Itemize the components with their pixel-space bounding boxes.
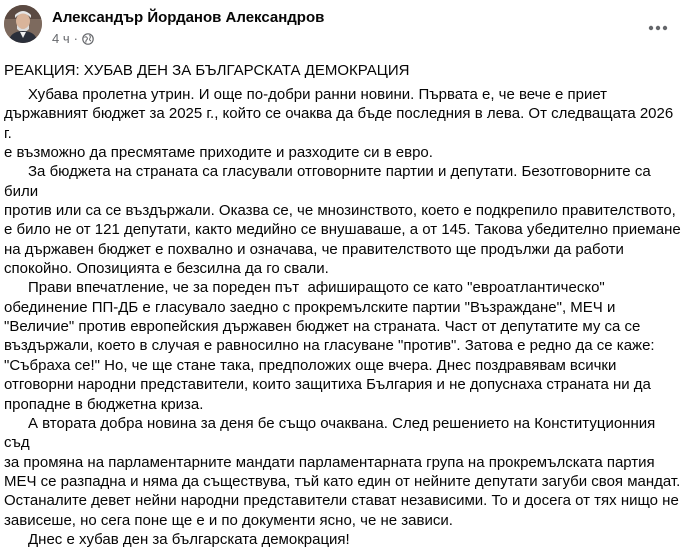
paragraph: А втората добра новина за деня бе също очаквана. След решението на Конституционния съд за промяна на парламентарните мандати парламентарната група на прокремълската партия МЕЧ се разпадна и няма да съществува, тъй като един от нейните депутати загуби своя мандат. Останалите девет нейни народни представители стават независими. То и досега от тях нищо не зависеше, но сега поне ще е и по документи ясно, че не зависи.: [4, 414, 681, 529]
post-meta: 4 ч ·: [52, 31, 94, 46]
paragraph: Хубава пролетна утрин. И още по-добри ранни новини. Първата е, че вече е приет държавният бюджет за 2025 г., който се очаква да бъде последния в лева. От следващата 2026 г. е възможно да пресмятаме приходите и разходите си в евро.: [4, 86, 674, 162]
post-header: [0, 0, 685, 56]
paragraph: Днес е хубав ден за българската демокрация!: [28, 530, 350, 548]
author-name[interactable]: Александър Йорданов Александров: [52, 9, 325, 26]
more-options-icon: [648, 25, 668, 31]
avatar-photo: [4, 5, 42, 43]
more-options-button[interactable]: [640, 10, 676, 46]
globe-icon[interactable]: [82, 33, 94, 45]
post-time[interactable]: 4 ч: [52, 31, 70, 46]
paragraph: Прави впечатление, че за пореден път афиширащото се като "евроатлантическо" обединение ПП-ДБ е гласувало заедно с прокремълските партии "Възраждане", МЕЧ и "Величие" против европейския държавен бюджет на страната. Част от депутатите му са се въздържали, което в случая е равносилно на гласуване "против". Затова е редно да се каже: "Събраха се!" Но, че ще стане така, предположих още вчера. Днес поздравявам всички отговорни народни представители, които защитиха България и не допуснаха страната ни да пропадне в бюджетна криза.: [4, 279, 655, 413]
post-body: [4, 85, 684, 549]
paragraph: За бюджета на страната са гласували отговорните партии и депутати. Безотговорните са били против или са се въздържали. Оказва се, че мнозинството, което е подкрепило правителството, е било не от 121 депутати, както медийно се внушаваше, а от 145. Такова убедително приемане на държавен бюджет е похвално и означава, че правителството ще продължи да работи спокойно. Опозицията е безсилна да го свали.: [4, 163, 681, 278]
author-avatar[interactable]: [4, 5, 42, 43]
post-title: РЕАКЦИЯ: ХУБАВ ДЕН ЗА БЪЛГАРСКАТА ДЕМОКРАЦИЯ: [4, 62, 410, 79]
